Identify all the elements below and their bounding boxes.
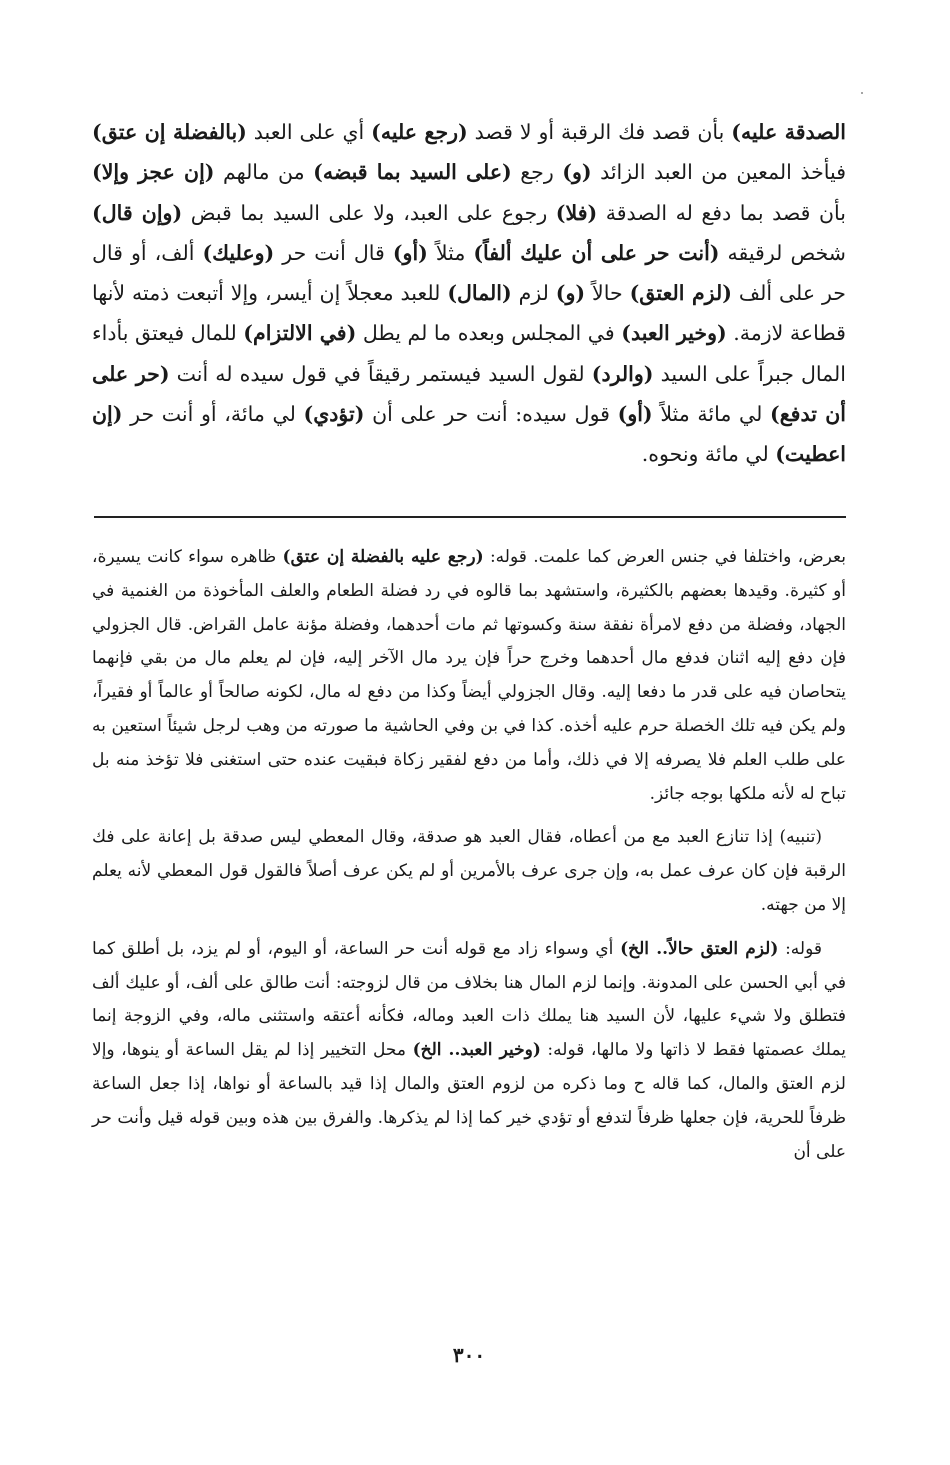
matn-bold-phrase: (وخير العبد) [621, 321, 727, 346]
page-number: ٣٠٠ [452, 1343, 486, 1367]
commentary-text: لي مائة مثلاً [652, 402, 771, 427]
footnote-text: ظاهره سواء كانت يسيرة، أو كثيرة. وقيدها بعضهم بالكثيرة، واستشهد بما قالوه في رد فضلة الطعام والعلف المأخوذة من الغنمية في الجهاد، وفضلة من دفع لامرأة نفقة سنة وكسوتها ثم مات أحدهما، وفضلة مؤنة عامل القراض. قال الجزولي فإن دفع إليه اثنان فدفع مال أحدهما وخرج حراً فإن يرد مال الآخر إليه، فإن لم يعلم مال من بقي فإنهما يتحاصان فيه على قدر ما دفعا إليه. وقال الجزولي أيضاً وكذا من دفع له مال، لكونه صالحاً أو عالماً أو فقيراً، ولم يكن فيه تلك الخصلة حرم عليه أخذه. كذا في بن وفي الحاشية ما صورته من وهب لرجل شيئاً استعين به على طلب العلم فلا يصرفه إلا في ذلك، وأما من دفع لفقير زكاة فبقيت عنده حتى استغنى فلا تؤخذ منه بل تباح له لأنه ملكها بوجه جائز. [92, 547, 846, 804]
commentary-text: من مالهم [214, 160, 314, 185]
matn-bold-phrase: (وإن قال) [92, 200, 183, 225]
matn-bold-phrase: (رجع عليه) [371, 120, 468, 144]
footnote-quoted-phrase: (لزم العتق حالاً.. الخ) [620, 938, 779, 959]
matn-bold-phrase: الصدقة عليه) [731, 120, 846, 144]
matn-bold-phrase: (أو) [392, 240, 428, 265]
commentary-text: رجوع على العبد، ولا على السيد بما قبض [182, 200, 556, 225]
margin-speck [861, 92, 863, 94]
commentary-text: رجع [511, 160, 563, 185]
matn-bold-phrase: (إن عجز وإلا) [92, 160, 215, 185]
commentary-text: فيأخذ المعين من العبد الزائد [591, 160, 847, 185]
matn-bold-phrase: (إن اعطيت) [92, 402, 846, 467]
commentary-text: لي مائة، أو أنت حر [122, 402, 304, 427]
commentary-text: حالاً [585, 281, 630, 306]
matn-bold-phrase: (و) [562, 160, 592, 185]
footnote-paragraph [92, 821, 846, 922]
commentary-text: للمال فيعتق بأداء المال جبراً على السيد [92, 321, 846, 386]
matn-bold-phrase: (على السيد بما قبضه) [313, 160, 512, 185]
commentary-text: شخص لرقيقه [719, 240, 846, 265]
main-text [92, 112, 846, 475]
commentary-text: أي على العبد [246, 120, 372, 144]
commentary-text: للعبد معجلاً إن أيسر، وإلا أتبعت ذمته لأنها قطاعة لازمة. [92, 281, 846, 346]
matn-bold-phrase: (المال) [447, 281, 512, 306]
matn-bold-phrase: (بالفضلة إن عتق) [92, 120, 247, 144]
footnote-text: قوله: [778, 938, 823, 959]
footnote-text: محل التخيير إذا لم يقل الساعة أو ينوها، وإلا لزم العتق والمال، كما قاله ح وما ذكره من لزوم العتق والمال إذا قيد بالساعة أو نواها، إذا جعل الساعة ظرفاً للحرية، فإن جعلها ظرفاً لتدفع أو تؤدي خير كما إذا لم يذكرها. والفرق بين هذه وبين قوله قيل وأنت حر على أن [92, 1040, 846, 1162]
commentary-text: بأن قصد فك الرقبة أو لا قصد [467, 120, 732, 144]
commentary-text: لقول السيد فيستمر رقيقاً في قول سيده له أنت [169, 361, 592, 386]
commentary-text: لي مائة ونحوه. [641, 442, 776, 467]
commentary-text: في المجلس وبعده ما لم يطل [356, 321, 622, 346]
footnote-text: (تنبيه) إذا تنازع العبد مع من أعطاه، فقال العبد هو صدقة، وقال المعطي ليس صدقة بل إعانة على فك الرقبة فإن كان عرف عمل به، وإن جرى عرف بالأمرين أو لم يكن عرف أصلاً فالقول قول المعطي لأنه يعلم إلا من جهته. [92, 827, 846, 915]
matn-bold-phrase: (أنت حر على أن عليك ألفاً) [473, 240, 720, 265]
footnote-paragraph [92, 933, 846, 1170]
footnote-divider [94, 516, 846, 518]
footnote-quoted-phrase: (وخير العبد.. الخ) [412, 1040, 541, 1061]
matn-bold-phrase: (أو) [617, 402, 653, 427]
footnote-text: بعرض، واختلفا في جنس العرض كما علمت. قوله: [483, 547, 846, 567]
matn-bold-phrase: (والرد) [591, 361, 654, 386]
matn-bold-phrase: (فلا) [555, 200, 598, 225]
footnotes [92, 541, 846, 1169]
footnote-paragraph [92, 541, 846, 811]
footnote-quoted-phrase: (رجع عليه بالفضلة إن عتق) [282, 547, 484, 567]
footnote-text: أي وسواء زاد مع قوله أنت حر الساعة، أو اليوم، أو لم يزد، بل أطلق كما في أبي الحسن على المدونة. وإنما لزم المال هنا بخلاف من قال لزوجته: أنت طالق على ألف، أو عليك ألف فتطلق ولا شيء عليها، لأن السيد هنا يملك ذات العبد وماله، فكأنه أعتقه واستثنى ماله، وفي الزوجة إنما يملك عصمتها فقط لا ذاتها ولا مالها، قوله: [92, 938, 846, 1061]
commentary-text: ألف، أو قال حر على ألف [92, 240, 846, 306]
matn-bold-phrase: (و) [555, 281, 586, 306]
commentary-text: لزم [511, 281, 556, 306]
matn-bold-phrase: (لزم العتق) [629, 281, 732, 306]
commentary-text: مثلاً [427, 240, 474, 265]
matn-bold-phrase: (وعليك) [202, 240, 275, 265]
book-page [92, 112, 846, 1465]
commentary-text: قول سيده: أنت حر على أن [364, 402, 618, 427]
matn-bold-phrase: (في الالتزام) [243, 321, 357, 346]
commentary-text: بأن قصد بما دفع له الصدقة [597, 200, 846, 225]
matn-bold-phrase: (حر على أن تدفع) [92, 361, 846, 427]
commentary-text: قال أنت حر [274, 240, 393, 265]
matn-bold-phrase: (تؤدي) [303, 402, 365, 427]
